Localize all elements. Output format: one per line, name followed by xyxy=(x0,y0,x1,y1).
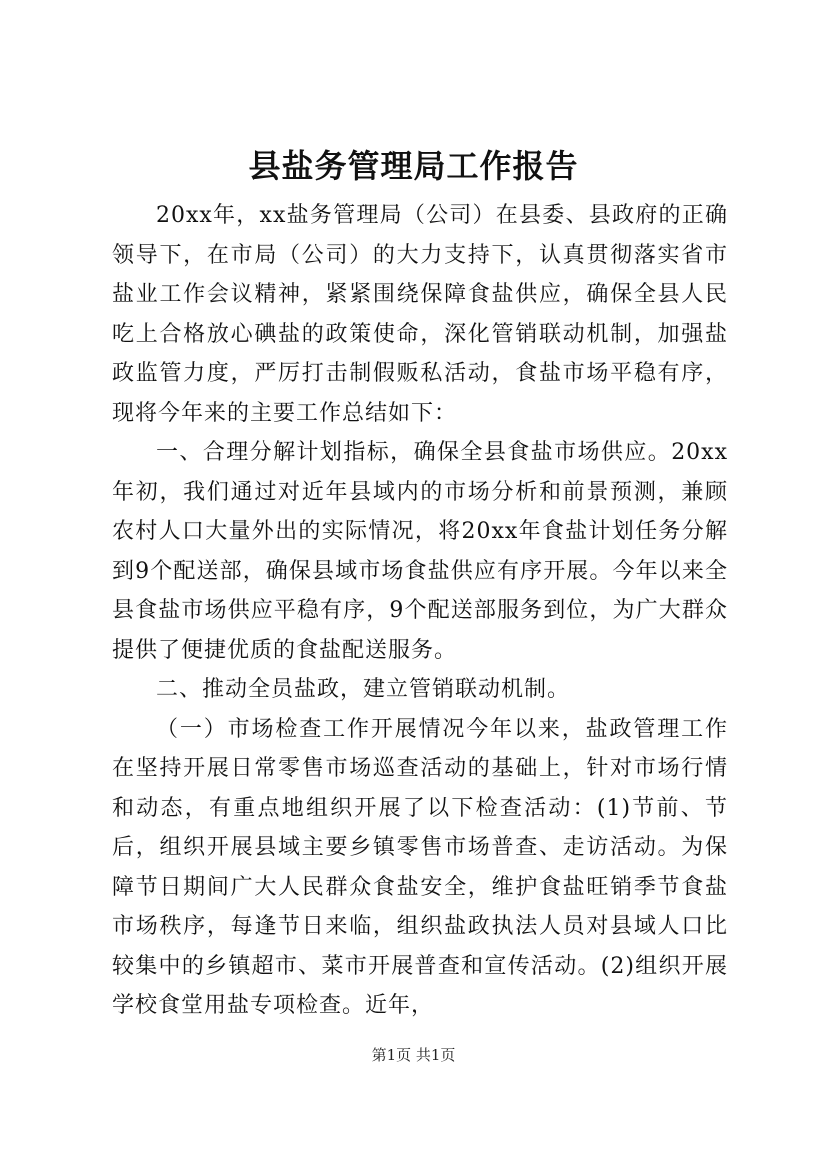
paragraph-section-2-1: （一）市场检查工作开展情况今年以来，盐政管理工作在坚持开展日常零售市场巡查活动的基础上，针对市场行情和动态，有重点地组织开展了以下检查活动：(1)节前、节后，组织开展县域主要乡镇零售市场普查、走访活动。为保障节日期间广大人民群众食盐安全，维护食盐旺销季节食盐市场秩序，每逢节日来临，组织盐政执法人员对县域人口比较集中的乡镇超市、菜市开展普查和宣传活动。(2)组织开展学校食堂用盐专项检查。近年， xyxy=(112,716,728,1018)
document-title: 县盐务管理局工作报告 xyxy=(248,147,579,185)
paragraph-intro: 20xx年，xx盐务管理局（公司）在县委、县政府的正确领导下，在市局（公司）的大力支持下，认真贯彻落实省市盐业工作会议精神，紧紧围绕保障食盐供应，确保全县人民吃上合格放心碘盐的政策使命，深化管销联动机制，加强盐政监管力度，严厉打击制假贩私活动，食盐市场平稳有序，现将今年来的主要工作总结如下： xyxy=(112,203,728,426)
page-number-footer: 第1页 共1页 xyxy=(371,1046,456,1064)
document-body xyxy=(112,196,728,1026)
paragraph-section-2-heading: 二、推动全员盐政，建立管销联动机制。 xyxy=(156,677,571,702)
paragraph-section-1: 一、合理分解计划指标，确保全县食盐市场供应。20xx年初，我们通过对近年县域内的市场分析和前景预测，兼顾农村人口大量外出的实际情况，将20xx年食盐计划任务分解到9个配送部，确保县域市场食盐供应有序开展。今年以来全县食盐市场供应平稳有序，9个配送部服务到位，为广大群众提供了便捷优质的食盐配送服务。 xyxy=(112,440,728,663)
